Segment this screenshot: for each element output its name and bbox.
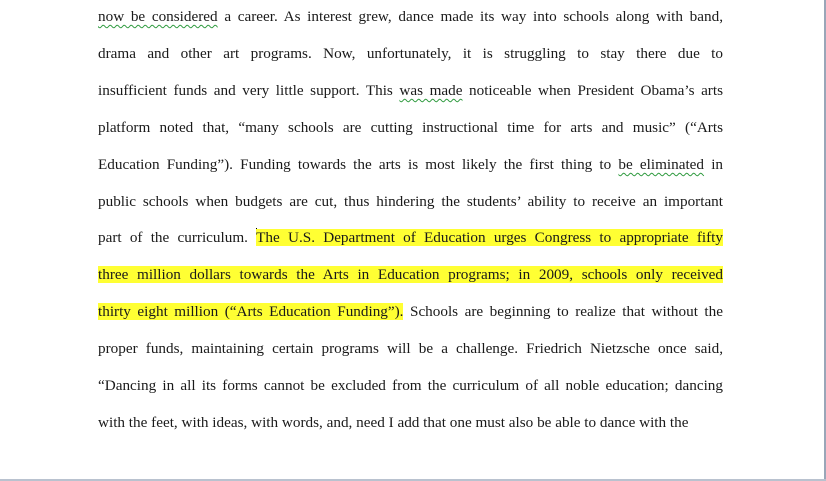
body-text[interactable]: Education Funding”). Funding towards the arts is most likely the first thing to: [98, 156, 619, 173]
highlighted-text[interactable]: three million dollars towards the Arts in Education programs; in 2009, schools only received: [98, 266, 723, 283]
grammar-flagged-text[interactable]: now be considered: [98, 8, 218, 25]
highlighted-text[interactable]: The U.S. Department of Education urges Congress to appropriate fifty: [256, 229, 723, 246]
text-line[interactable]: [98, 301, 723, 323]
text-line[interactable]: [98, 117, 723, 139]
text-line[interactable]: [98, 264, 723, 286]
text-line[interactable]: [98, 375, 723, 397]
body-text[interactable]: part of the curriculum.: [98, 229, 257, 246]
text-line[interactable]: [98, 338, 723, 360]
body-text[interactable]: proper funds, maintaining certain programs will be a challenge. Friedrich Nietzsche once said,: [98, 340, 723, 357]
text-line[interactable]: [98, 412, 723, 434]
grammar-flagged-text[interactable]: be eliminated: [618, 156, 705, 173]
body-text[interactable]: drama and other art programs. Now, unfortunately, it is struggling to stay there due to: [98, 45, 723, 62]
text-line[interactable]: [98, 80, 723, 102]
body-text[interactable]: with the feet, with ideas, with words, and, need I add that one must also be able to dance with the: [98, 414, 689, 431]
body-text[interactable]: public schools when budgets are cut, thus hindering the students’ ability to receive an important: [98, 193, 723, 210]
body-text[interactable]: “Dancing in all its forms cannot be excluded from the curriculum of all noble education; dancing: [98, 377, 723, 394]
text-line[interactable]: [98, 6, 723, 28]
grammar-flagged-text[interactable]: was made: [399, 82, 463, 99]
body-text[interactable]: noticeable when President Obama’s arts: [462, 82, 723, 99]
body-text[interactable]: a career. As interest grew, dance made its way into schools along with band,: [217, 8, 723, 25]
text-line[interactable]: [98, 227, 723, 249]
body-text[interactable]: insufficient funds and very little support. This: [98, 82, 400, 99]
highlighted-text[interactable]: thirty eight million (“Arts Education Funding”).: [98, 303, 404, 320]
body-text[interactable]: in: [704, 156, 724, 173]
text-line[interactable]: [98, 191, 723, 213]
text-line[interactable]: [98, 43, 723, 65]
body-text[interactable]: platform noted that, “many schools are cutting instructional time for arts and music” (“Arts: [98, 119, 723, 136]
body-text[interactable]: Schools are beginning to realize that without the: [403, 303, 723, 320]
text-line[interactable]: [98, 154, 723, 176]
